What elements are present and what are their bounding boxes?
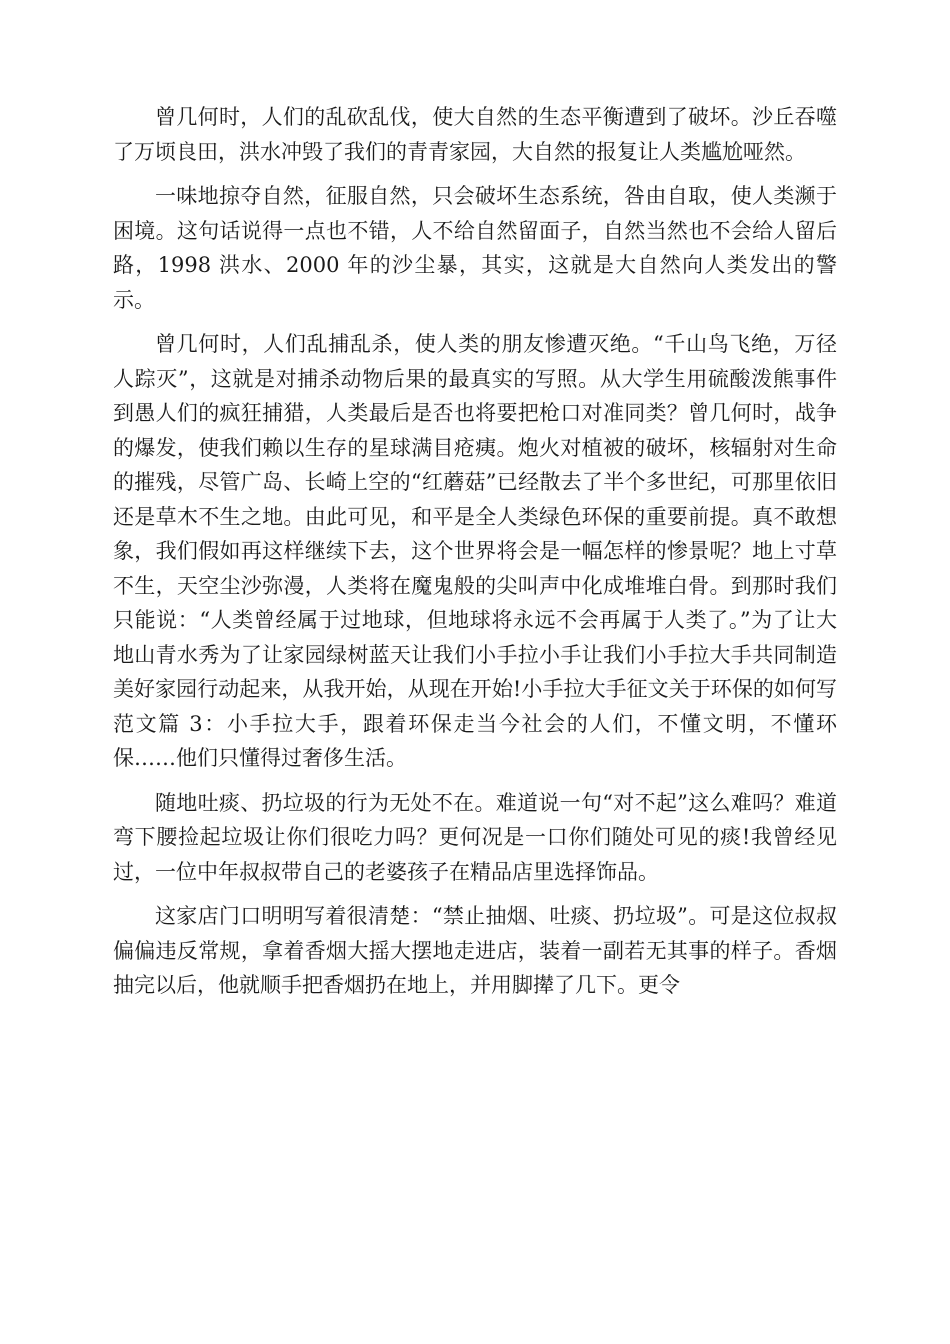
paragraph-2: 一味地掠夺自然，征服自然，只会破坏生态系统，咎由自取，使人类濒于困境。这句话说得一点也不错，人不给自然留面子，自然当然也不会给人留后路，1998 洪水、2000 年的沙尘暴，其实，这就是大自然向人类发出的警示。 bbox=[113, 184, 837, 312]
paragraph-5: 这家店门口明明写着很清楚：“禁止抽烟、吐痰、扔垃圾”。可是这位叔叔偏偏违反常规，拿着香烟大摇大摆地走进店，装着一副若无其事的样子。香烟抽完以后，他就顺手把香烟扔在地上，并用脚撵了几下。更令 bbox=[113, 904, 837, 997]
paragraph-4: 随地吐痰、扔垃圾的行为无处不在。难道说一句“对不起”这么难吗？难道弯下腰捡起垃圾让你们很吃力吗？更何况是一口你们随处可见的痰!我曾经见过，一位中年叔叔带自己的老婆孩子在精品店里选择饰品。 bbox=[113, 790, 837, 884]
paragraph-3: 曾几何时，人们乱捕乱杀，使人类的朋友惨遭灭绝。“千山鸟飞绝，万径人踪灭”，这就是对捕杀动物后果的最真实的写照。从大学生用硫酸泼熊事件到愚人们的疯狂捕猎，人类最后是否也将要把枪口对准同类？曾几何时，战争的爆发，使我们赖以生存的星球满目疮痍。炮火对植被的破坏，核辐射对生命的摧残，尽管广岛、长崎上空的“红蘑菇”已经散去了半个多世纪，可那里依旧还是草木不生之地。由此可见，和平是全人类绿色环保的重要前提。真不敢想象，我们假如再这样继续下去，这个世界将会是一幅怎样的惨景呢？地上寸草不生，天空尘沙弥漫，人类将在魔鬼般的尖叫声中化成堆堆白骨。到那时我们只能说：“人类曾经属于过地球，但地球将永远不会再属于人类了。”为了让大地山青水秀为了让家园绿树蓝天让我们小手拉小手让我们小手拉大手共同制造美好家园行动起来，从我开始，从现在开始!小手拉大手征文关于环保的如何写范文篇 3：小手拉大手，跟着环保走当今社会的人们，不懂文明，不懂环保……他们只懂得过奢侈生活。 bbox=[113, 332, 837, 770]
paragraph-1: 曾几何时，人们的乱砍乱伐，使大自然的生态平衡遭到了破坏。沙丘吞噬了万顷良田，洪水冲毁了我们的青青家园，大自然的报复让人类尴尬哑然。 bbox=[113, 105, 837, 164]
document-page bbox=[113, 100, 837, 1013]
